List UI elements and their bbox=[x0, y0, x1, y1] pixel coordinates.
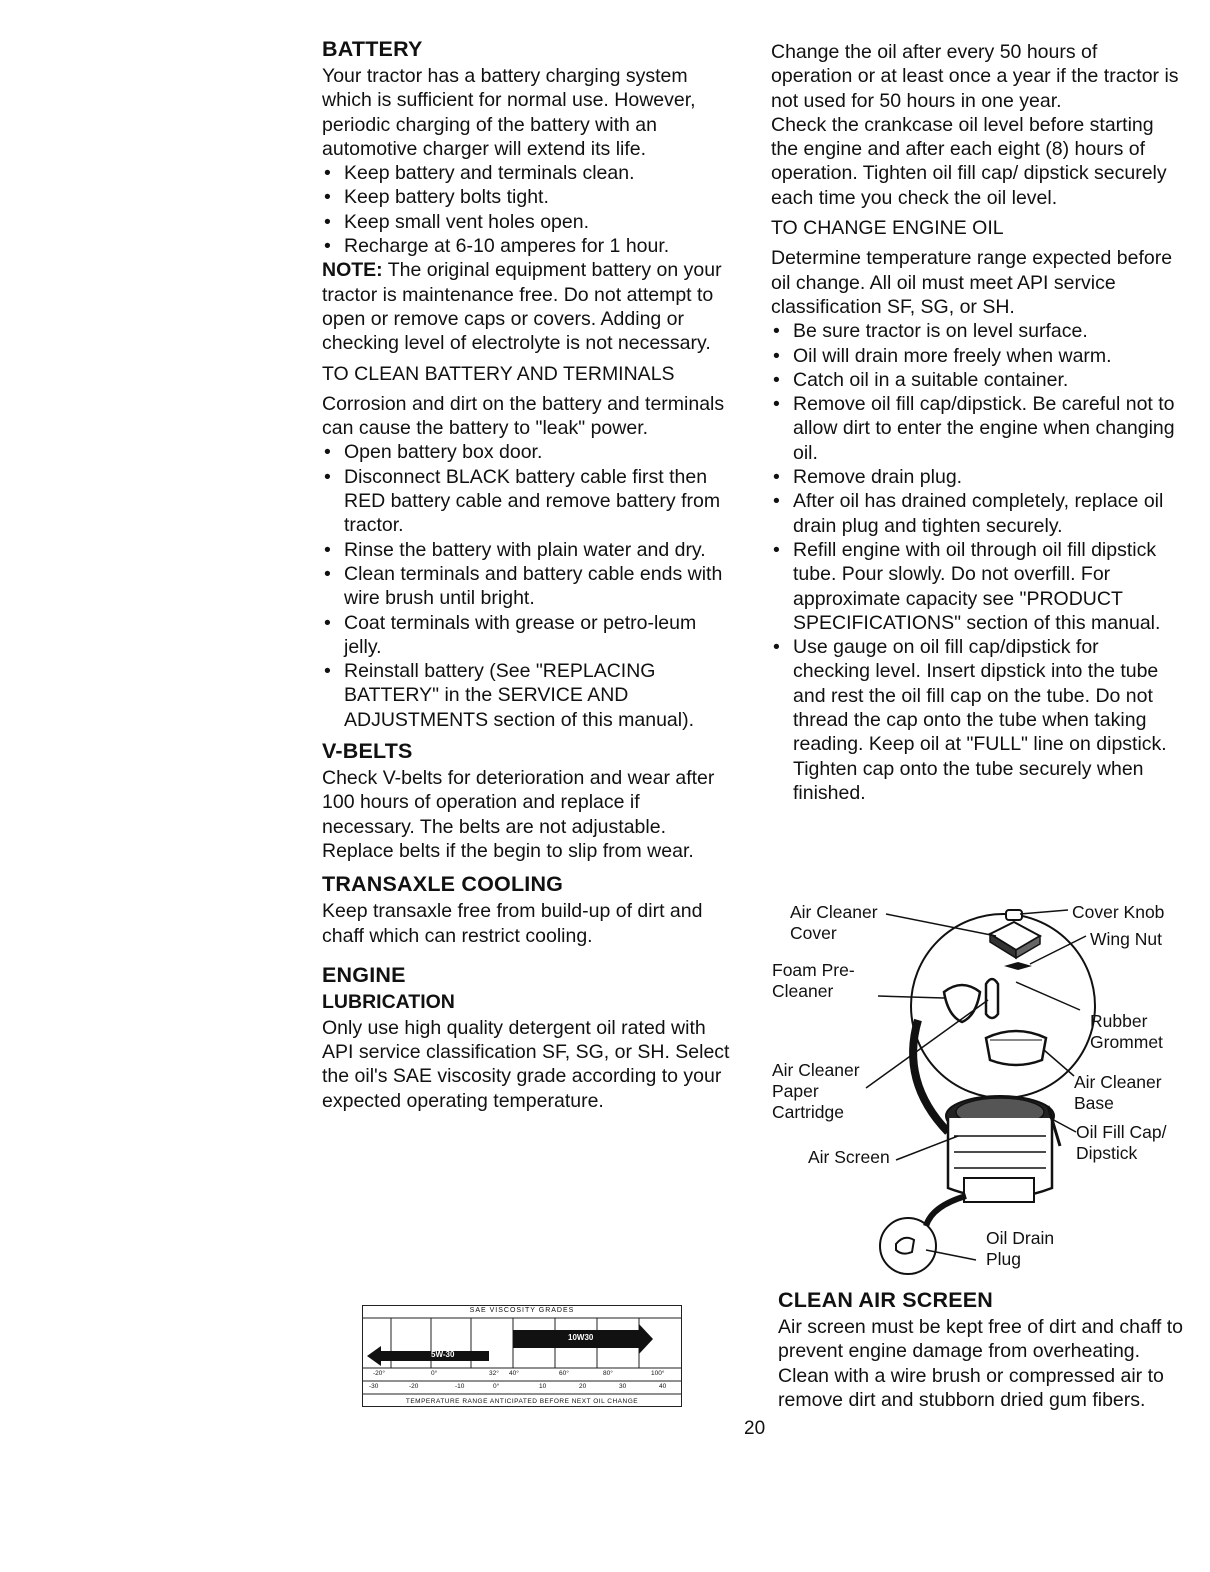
tick-label: 20 bbox=[579, 1383, 587, 1390]
battery-intro: Your tractor has a battery charging system which is sufficient for normal use. However, periodic charging of the battery with an automotive charger will extend its life. bbox=[322, 65, 696, 160]
tick-label: -30 bbox=[369, 1383, 379, 1390]
page-number: 20 bbox=[744, 1418, 766, 1439]
list-item: • Remove drain plug. bbox=[771, 465, 1181, 489]
tick-label: 10 bbox=[539, 1383, 547, 1390]
tick-label: 60° bbox=[559, 1370, 569, 1377]
list-item: • Keep small vent holes open. bbox=[322, 210, 732, 234]
label-oil-fill-cap: Oil Fill Cap/ Dipstick bbox=[1076, 1122, 1167, 1163]
list-item: • Reinstall battery (See "REPLACING BATTERY" in the SERVICE AND ADJUSTMENTS section of this manual). bbox=[322, 659, 732, 732]
grade-high-label: 10W30 bbox=[568, 1333, 594, 1342]
viscosity-chart-footer: TEMPERATURE RANGE ANTICIPATED BEFORE NEXT OIL CHANGE bbox=[405, 1398, 639, 1405]
check-oil-level: Check the crankcase oil level before starting the engine and after each eight (8) hours of operation. Tighten oil fill cap/ dipstick securely each time you check the oil level. bbox=[771, 113, 1167, 209]
tick-label: 30 bbox=[619, 1383, 627, 1390]
left-column bbox=[322, 34, 732, 1113]
list-item: • After oil has drained completely, replace oil drain plug and tighten securely. bbox=[771, 489, 1181, 538]
transaxle-text: Keep transaxle free from build-up of dirt and chaff which can restrict cooling. bbox=[322, 900, 703, 947]
note-text: The original equipment battery on your tractor is maintenance free. Do not attempt to open or remove caps or covers. Adding or checking level of electrolyte is not necessary. bbox=[322, 259, 722, 355]
list-item: • Keep battery bolts tight. bbox=[322, 185, 732, 209]
oil-change-interval: Change the oil after every 50 hours of operation or at least once a year if the tractor is not used for 50 hours in one year. bbox=[771, 41, 1179, 112]
list-item: • Use gauge on oil fill cap/dipstick for checking level. Insert dipstick into the tube and rest the oil fill cap on the tube. Do not thread the cap onto the tube when taking reading. Keep oil at "FULL" line on dipstick. Tighten cap onto the tube securely when finished. bbox=[771, 635, 1181, 805]
tick-label: -10 bbox=[455, 1383, 465, 1390]
label-rubber-grommet: Rubber Grommet bbox=[1090, 1011, 1163, 1052]
tick-label: 32° bbox=[489, 1370, 499, 1377]
tick-label: 80° bbox=[603, 1370, 613, 1377]
air-cleaner-diagram bbox=[768, 896, 1188, 1281]
list-item: • Keep battery and terminals clean. bbox=[322, 161, 732, 185]
list-item: • Clean terminals and battery cable ends with wire brush until bright. bbox=[322, 562, 732, 611]
list-item: • Remove oil fill cap/dipstick. Be careful not to allow dirt to enter the engine when changing oil. bbox=[771, 392, 1181, 465]
list-item: • Disconnect BLACK battery cable first then RED battery cable and remove battery from tractor. bbox=[322, 465, 732, 538]
clean-terminals-heading: TO CLEAN BATTERY AND TERMINALS bbox=[322, 362, 675, 385]
battery-heading: BATTERY bbox=[322, 37, 423, 61]
list-item: • Rinse the battery with plain water and dry. bbox=[322, 538, 732, 562]
clean-air-screen-section bbox=[778, 1285, 1188, 1412]
list-item: • Oil will drain more freely when warm. bbox=[771, 344, 1181, 368]
label-paper-cartridge: Air Cleaner Paper Cartridge bbox=[772, 1060, 860, 1122]
transaxle-heading: TRANSAXLE COOLING bbox=[322, 872, 564, 897]
tick-label: -20° bbox=[373, 1370, 385, 1377]
lubrication-text: Only use high quality detergent oil rated with API service classification SF, SG, or SH. Select the oil's SAE viscosity grade according to your expected operating temperature. bbox=[322, 1016, 730, 1112]
celsius-ticks bbox=[363, 1383, 681, 1393]
label-cover-knob: Cover Knob bbox=[1072, 902, 1165, 922]
tick-label: -20 bbox=[409, 1383, 419, 1390]
label-wing-nut: Wing Nut bbox=[1090, 929, 1162, 949]
clean-air-screen-heading: CLEAN AIR SCREEN bbox=[778, 1288, 994, 1312]
clean-terminals-intro: Corrosion and dirt on the battery and terminals can cause the battery to "leak" power. bbox=[322, 392, 725, 440]
right-column bbox=[771, 40, 1181, 805]
label-air-cleaner-base: Air Cleaner Base bbox=[1074, 1072, 1162, 1113]
label-air-cleaner-cover: Air Cleaner Cover bbox=[790, 902, 878, 943]
clean-terminals-bullet-list bbox=[322, 440, 732, 732]
tick-label: 40° bbox=[509, 1370, 519, 1377]
label-oil-drain-plug: Oil Drain Plug bbox=[986, 1228, 1055, 1269]
lubrication-heading: LUBRICATION bbox=[322, 990, 455, 1013]
vbelts-heading: V-BELTS bbox=[322, 739, 413, 764]
vbelts-text: Check V-belts for deterioration and wear after 100 hours of operation and replace if necessary. The belts are not adjustable. Replace belts if the begin to slip from wear. bbox=[322, 767, 715, 862]
list-item: • Be sure tractor is on level surface. bbox=[771, 319, 1181, 343]
change-oil-heading: TO CHANGE ENGINE OIL bbox=[771, 217, 1004, 240]
list-item: • Coat terminals with grease or petro-leum jelly. bbox=[322, 611, 732, 660]
tick-label: 100° bbox=[651, 1370, 665, 1377]
label-foam-precleaner: Foam Pre-Cleaner bbox=[772, 960, 855, 1001]
battery-bullet-list bbox=[322, 161, 732, 258]
tick-label: 40 bbox=[659, 1383, 667, 1390]
list-item: • Catch oil in a suitable container. bbox=[771, 368, 1181, 392]
viscosity-chart bbox=[362, 1305, 682, 1407]
list-item: • Refill engine with oil through oil fill dipstick tube. Pour slowly. Do not overfill. For approximate capacity see "PRODUCT SPECIFICATIONS" section of this manual. bbox=[771, 538, 1181, 635]
list-item: • Open battery box door. bbox=[322, 440, 732, 464]
change-oil-bullet-list bbox=[771, 319, 1181, 805]
fahrenheit-ticks bbox=[363, 1370, 681, 1380]
battery-note bbox=[322, 258, 732, 355]
tick-label: 0° bbox=[431, 1370, 438, 1377]
tick-label: 0° bbox=[493, 1383, 500, 1390]
change-oil-intro: Determine temperature range expected before oil change. All oil must meet API service classification SF, SG, or SH. bbox=[771, 247, 1173, 318]
grade-low-label: 5W-30 bbox=[431, 1350, 455, 1359]
note-label: NOTE: bbox=[322, 259, 383, 282]
clean-air-screen-text: Air screen must be kept free of dirt and chaff to prevent engine damage from overheating. Clean with a wire brush or compressed air to remove dirt and stubborn dried gum fibers. bbox=[778, 1316, 1184, 1411]
engine-heading: ENGINE bbox=[322, 962, 406, 987]
list-item: • Recharge at 6-10 amperes for 1 hour. bbox=[322, 234, 732, 258]
label-air-screen: Air Screen bbox=[808, 1147, 890, 1167]
viscosity-chart-title: SAE VISCOSITY GRADES bbox=[469, 1307, 575, 1314]
